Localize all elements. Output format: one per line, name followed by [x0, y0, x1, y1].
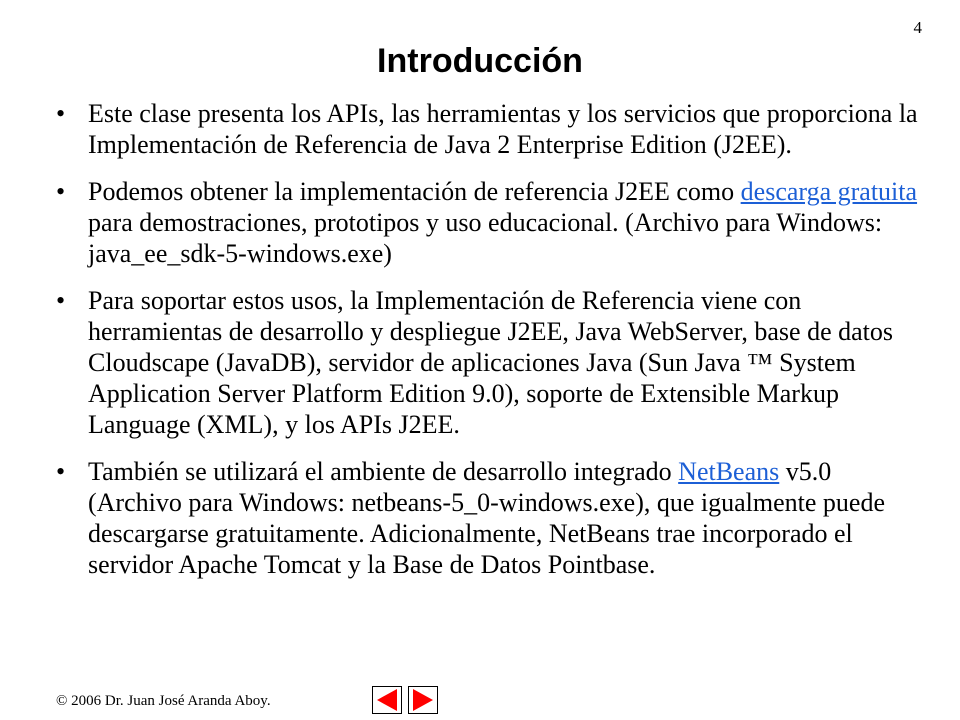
bullet-text-before: Podemos obtener la implementación de referencia J2EE como — [88, 177, 741, 206]
bullet-text: Este clase presenta los APIs, las herramientas y los servicios que proporciona la Implementación de Referencia de Java 2 Enterprise Edition (J2EE). — [88, 99, 918, 159]
bullet-icon: • — [56, 286, 66, 315]
bullet-icon: • — [56, 457, 66, 486]
next-slide-button[interactable] — [408, 686, 438, 714]
bullet-item-tools — [56, 285, 928, 440]
bullet-text-after: v5.0 (Archivo para Windows: netbeans-5_0-windows.exe), que igualmente puede descargarse gratuitamente. Adicionalmente, NetBeans trae incorporado el servidor Apache Tomcat y la Base de Datos Pointbase. — [88, 457, 886, 579]
page-number: 4 — [913, 18, 922, 37]
bullet-text: Para soportar estos usos, la Implementación de Referencia viene con herramientas de desarrollo y despliegue J2EE, Java WebServer, base de datos Cloudscape (JavaDB), servidor de aplicaciones Java (Sun Java ™ System Application Server Platform Edition 9.0), soporte de Extensible Markup Language (XML), y los APIs J2EE. — [88, 286, 893, 439]
netbeans-link[interactable]: NetBeans — [678, 457, 780, 486]
slide-title: Introducción — [377, 42, 583, 80]
bullet-text-before: También se utilizará el ambiente de desarrollo integrado — [88, 457, 679, 486]
bullet-icon: • — [56, 99, 66, 128]
bullet-list — [56, 98, 928, 596]
download-link[interactable]: descarga gratuita — [740, 177, 918, 206]
bullet-item-download — [56, 176, 928, 269]
arrow-right-icon — [413, 689, 433, 711]
bullet-text-after: para demostraciones, prototipos y uso educacional. (Archivo para Windows: java_ee_sdk-5-windows.exe) — [88, 208, 883, 268]
arrow-left-icon — [377, 689, 397, 711]
bullet-item-netbeans — [56, 456, 928, 580]
slide-navigation — [372, 686, 438, 714]
previous-slide-button[interactable] — [372, 686, 402, 714]
bullet-icon: • — [56, 177, 66, 206]
bullet-item-apis — [56, 98, 928, 160]
footer-copyright: © 2006 Dr. Juan José Aranda Aboy. — [56, 693, 271, 709]
